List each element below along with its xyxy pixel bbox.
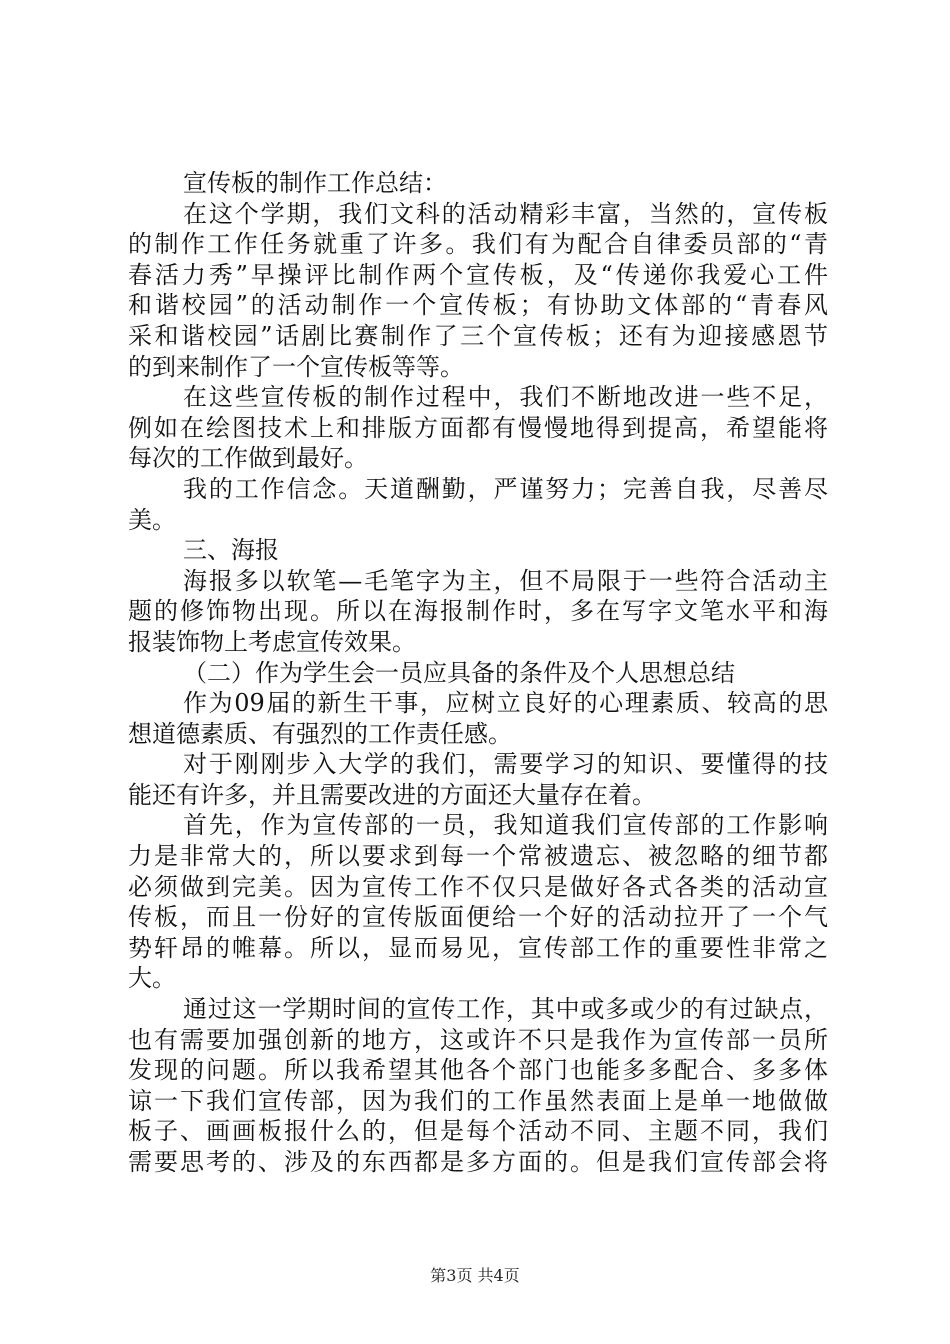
- text-line: 的制作工作任务就重了许多。我们有为配合自律委员部的“青: [128, 230, 828, 259]
- document-body: [128, 168, 828, 1178]
- text-line: 首先，作为宣传部的一员，我知道我们宣传部的工作影响: [183, 811, 828, 840]
- text-line: 报装饰物上考虑宣传效果。: [128, 627, 416, 656]
- text-line: 三、海报: [183, 536, 279, 565]
- text-line: 题的修饰物出现。所以在海报制作时，多在写字文笔水平和海: [128, 597, 828, 626]
- text-line: 也有需要加强创新的地方，这或许不只是我作为宣传部一员所: [128, 1025, 828, 1054]
- text-line: （二）作为学生会一员应具备的条件及个人思想总结: [183, 658, 735, 687]
- text-line: 在这些宣传板的制作过程中，我们不断地改进一些不足，: [183, 383, 828, 412]
- text-line: 必须做到完美。因为宣传工作不仅只是做好各式各类的活动宣: [128, 872, 828, 901]
- page-footer: 第3页 共4页: [430, 1266, 520, 1285]
- text-line: 作为09届的新生干事，应树立良好的心理素质、较高的思: [183, 689, 828, 718]
- text-line: 例如在绘图技术上和排版方面都有慢慢地得到提高，希望能将: [128, 413, 828, 442]
- text-line: 在这个学期，我们文科的活动精彩丰富，当然的，宣传板: [183, 199, 828, 228]
- text-line: 通过这一学期时间的宣传工作，其中或多或少的有过缺点，: [183, 995, 828, 1024]
- text-line: 美。: [128, 505, 176, 534]
- text-line: 和谐校园”的活动制作一个宣传板；有协助文体部的“青春风: [128, 291, 828, 320]
- text-line: 我的工作信念。天道酬勤，严谨努力；完善自我，尽善尽: [183, 474, 828, 503]
- text-line: 每次的工作做到最好。: [128, 444, 368, 473]
- text-line: 大。: [128, 964, 176, 993]
- text-line: 的到来制作了一个宣传板等等。: [128, 352, 464, 381]
- text-line: 需要思考的、涉及的东西都是多方面的。但是我们宣传部会将: [128, 1148, 828, 1176]
- text-line: 想道德素质、有强烈的工作责任感。: [128, 719, 512, 748]
- text-line: 能还有许多，并且需要改进的方面还大量存在着。: [128, 780, 656, 809]
- text-line: 发现的问题。所以我希望其他各个部门也能多多配合、多多体: [128, 1056, 828, 1085]
- text-line: 谅一下我们宣传部，因为我们的工作虽然表面上是单一地做做: [128, 1086, 828, 1115]
- text-line: 海报多以软笔—毛笔字为主，但不局限于一些符合活动主: [183, 566, 828, 595]
- text-line: 势轩昂的帷幕。所以，显而易见，宣传部工作的重要性非常之: [128, 933, 828, 962]
- text-line: 宣传板的制作工作总结：: [183, 169, 447, 197]
- text-line: 传板，而且一份好的宣传版面便给一个好的活动拉开了一个气: [128, 903, 828, 932]
- text-line: 力是非常大的，所以要求到每一个常被遗忘、被忽略的细节都: [128, 842, 828, 871]
- text-line: 春活力秀”早操评比制作两个宣传板，及“传递你我爱心工件: [128, 260, 828, 289]
- text-line: 板子、画画板报什么的，但是每个活动不同、主题不同，我们: [128, 1117, 828, 1146]
- text-line: 对于刚刚步入大学的我们，需要学习的知识、要懂得的技: [183, 750, 828, 779]
- text-line: 采和谐校园”话剧比赛制作了三个宣传板；还有为迎接感恩节: [128, 321, 828, 350]
